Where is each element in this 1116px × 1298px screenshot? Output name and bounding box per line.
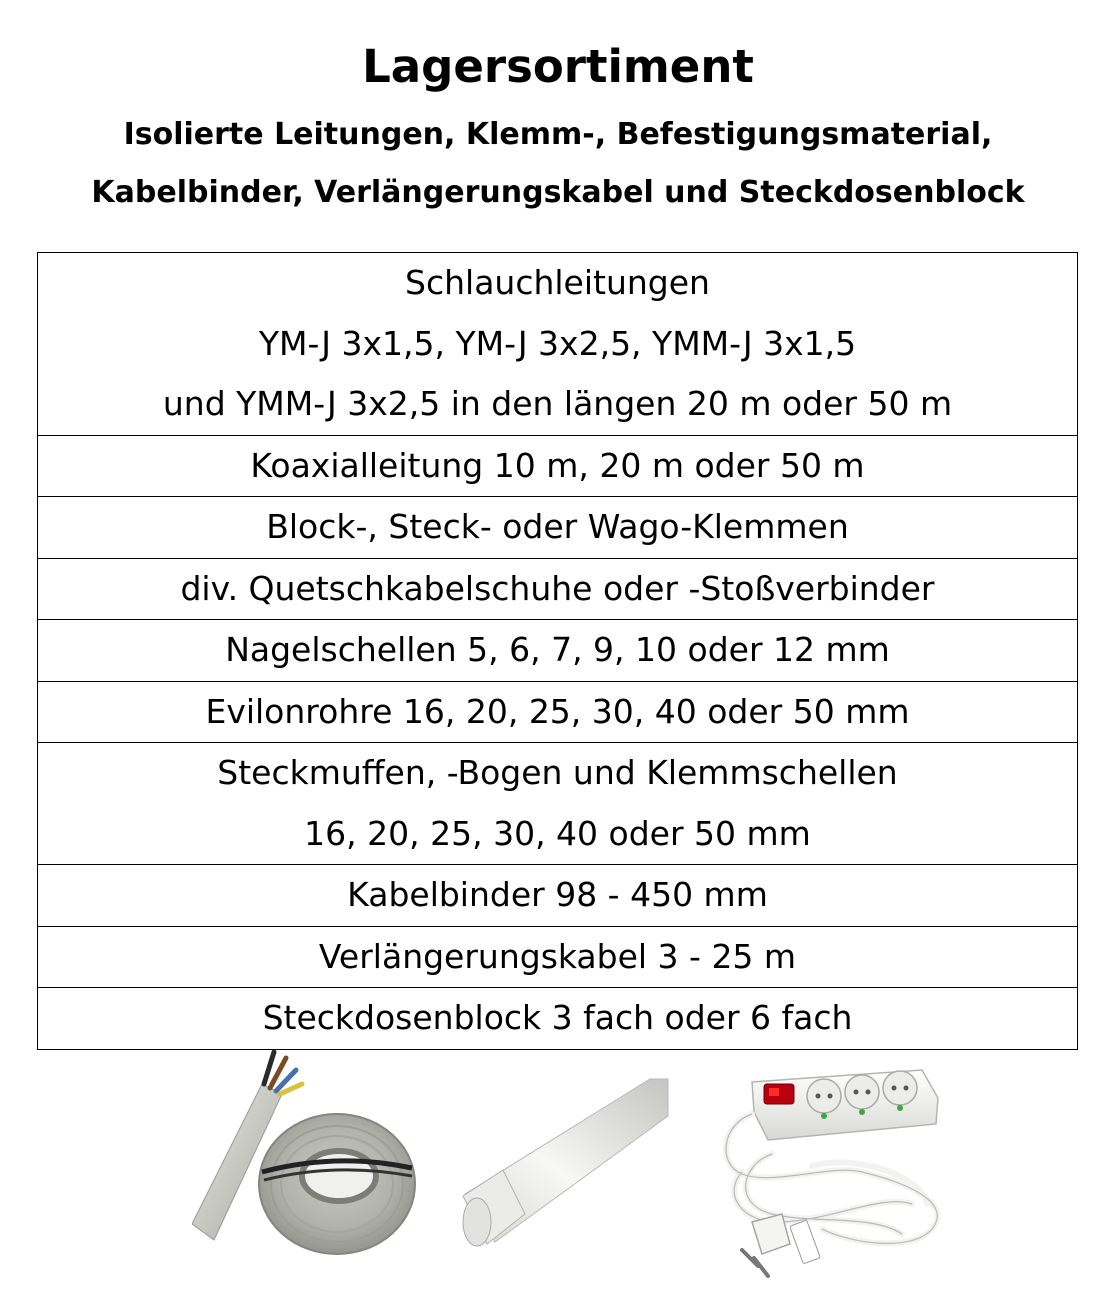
subtitle-line-2: Kabelbinder, Verlängerungskabel und Steckdosenblock [91, 175, 1025, 210]
row-line: Block-, Steck- oder Wago-Klemmen [266, 507, 849, 546]
cable-coil-image [192, 1044, 417, 1262]
row-line: Steckdosenblock 3 fach oder 6 fach [262, 998, 853, 1037]
row-line: Nagelschellen 5, 6, 7, 9, 10 oder 12 mm [225, 630, 890, 669]
row-line: und YMM-J 3x2,5 in den längen 20 m oder 50 m [162, 384, 953, 423]
row-line: Schlauchleitungen [405, 263, 710, 302]
row-line: YM-J 3x1,5, YM-J 3x2,5, YMM-J 3x1,5 [258, 323, 857, 363]
row-line: Koaxialleitung 10 m, 20 m oder 50 m [250, 445, 865, 485]
table-row [38, 253, 1077, 435]
table-row [38, 496, 1077, 558]
table-row [38, 619, 1077, 681]
subtitle-line-1: Isolierte Leitungen, Klemm-, Befestigungsmaterial, [123, 117, 993, 152]
row-line: Verlängerungskabel 3 - 25 m [318, 936, 797, 976]
table-row [38, 926, 1077, 988]
row-line: div. Quetschkabelschuhe oder -Stoßverbinder [180, 568, 935, 608]
table-row [38, 435, 1077, 497]
product-images [0, 1044, 1116, 1294]
row-line: 16, 20, 25, 30, 40 oder 50 mm [304, 813, 811, 853]
power-strip-image [712, 1054, 962, 1294]
table-row [38, 681, 1077, 743]
row-line: Evilonrohre 16, 20, 25, 30, 40 oder 50 mm [205, 691, 910, 731]
row-line: Kabelbinder 98 - 450 mm [347, 875, 768, 914]
assortment-table [37, 252, 1078, 1050]
page-title: Lagersortiment [362, 40, 754, 93]
table-row [38, 987, 1077, 1049]
table-row [38, 864, 1077, 926]
table-row [38, 558, 1077, 620]
table-row [38, 742, 1077, 864]
conduit-pipe-image [455, 1074, 670, 1254]
row-line: Steckmuffen, -Bogen und Klemmschellen [217, 753, 898, 792]
page-subtitle [0, 106, 1116, 222]
